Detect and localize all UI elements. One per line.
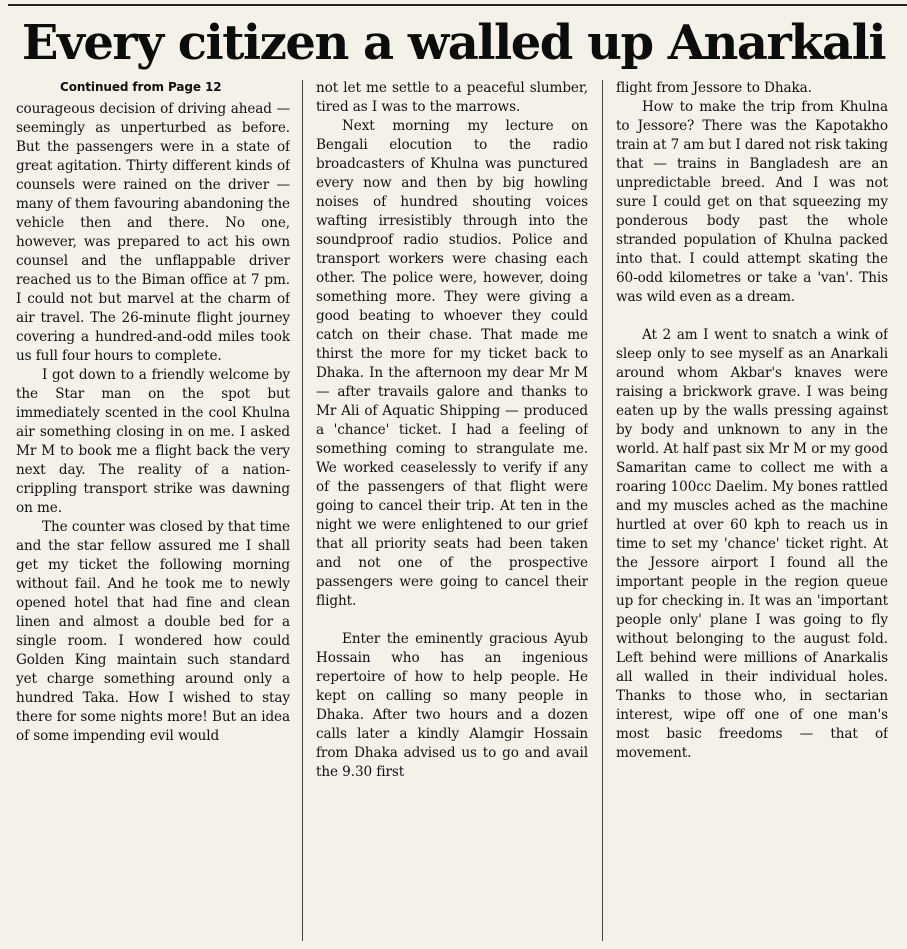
article-column-3 bbox=[616, 79, 888, 943]
paragraph: flight from Jessore to Dhaka. bbox=[616, 80, 812, 96]
paragraph: At 2 am I went to snatch a wink of sleep only to see myself as an Anarkali around whom Akbar's knaves were raising a brickwork grave. I was being eaten up by the walls pressing against by body and unknown to any in the world. At half past six Mr M or my good Samaritan came to collect me with a roaring 100cc Daelim. My bones rattled and my muscles ached as the machine hurtled at over 60 kph to reach us in time to set my 'chance' ticket right. At the Jessore airport I found all the important people in the region queue up for checking in. It was an 'important people only' plane I was going to fly without belonging to the august fold. Left behind were millions of Anarkalis all walled in their individual holes. Thanks to those who, in sectarian interest, wipe off one of one man's most basic freedoms — that of movement. bbox=[616, 327, 888, 761]
paragraph: How to make the trip from Khulna to Jessore? There was the Kapotakho train at 7 am but I dared not risk taking that — trains in Bangladesh are an unpredictable breed. And I was not sure I could get on that squeezing my ponderous body past the whole stranded population of Khulna packed into that. I could attempt skating the 60-odd kilometres or take a 'van'. This was wild even as a dream. bbox=[616, 99, 888, 305]
column-rule bbox=[602, 80, 603, 941]
article-column-2 bbox=[316, 79, 588, 943]
paragraph: not let me settle to a peaceful slumber, tired as I was to the marrows. bbox=[316, 80, 588, 115]
article-column-1 bbox=[16, 79, 290, 943]
paragraph: Next morning my lecture on Bengali elocution to the radio broadcasters of Khulna was punctured every now and then by big howling noises of hundred shouting voices wafting irresistibly through into the soundproof radio studios. Police and transport workers were chasing each other. The police were, however, doing something more. They were giving a good beating to whoever they could catch on their chase. That made me thirst the more for my ticket back to Dhaka. In the afternoon my dear Mr M — after travails galore and thanks to Mr Ali of Aquatic Shipping — produced a 'chance' ticket. I had a feeling of something coming to strangulate me. We worked ceaselessly to verify if any of the passengers of that flight were going to cancel their trip. At ten in the night we were enlightened to our grief that all priority seats had been taken and not one of the prospective passengers were going to cancel their flight. bbox=[316, 118, 588, 609]
paragraph: courageous decision of driving ahead — seemingly as unperturbed as before. But the passengers were in a state of great agitation. Thirty different kinds of counsels were rained on the driver — many of them favouring abandoning the vehicle then and there. No one, however, was prepared to act his own counsel and the unflappable driver reached us to the Biman office at 7 pm. I could not but marvel at the charm of air travel. The 26-minute flight journey covering a hundred-and-odd miles took us full four hours to complete. bbox=[16, 101, 290, 364]
continued-from-label: Continued from Page 12 bbox=[60, 80, 222, 94]
paragraph: I got down to a friendly welcome by the Star man on the spot but immediately scented in the cool Khulna air something closing in on me. I asked Mr M to book me a flight back the very next day. The reality of a nation-crippling transport strike was dawning on me. bbox=[16, 367, 290, 516]
paragraph: The counter was closed by that time and the star fellow assured me I shall get my ticket the following morning without fail. And he took me to newly opened hotel that had fine and clean linen and almost a double bed for a single room. I wondered how could Golden King maintain such standard yet charge something around only a hundred Taka. How I wished to stay there for some nights more! But an idea of some impending evil would bbox=[16, 519, 290, 744]
paragraph: Enter the eminently gracious Ayub Hossain who has an ingenious repertoire of how to help people. He kept on calling so many people in Dhaka. After two hours and a dozen calls later a kindly Alamgir Hossain from Dhaka advised us to go and avail the 9.30 first bbox=[316, 631, 588, 780]
column-rule bbox=[302, 80, 303, 941]
headline: Every citizen a walled up Anarkali bbox=[21, 15, 886, 71]
top-rule bbox=[8, 4, 907, 6]
